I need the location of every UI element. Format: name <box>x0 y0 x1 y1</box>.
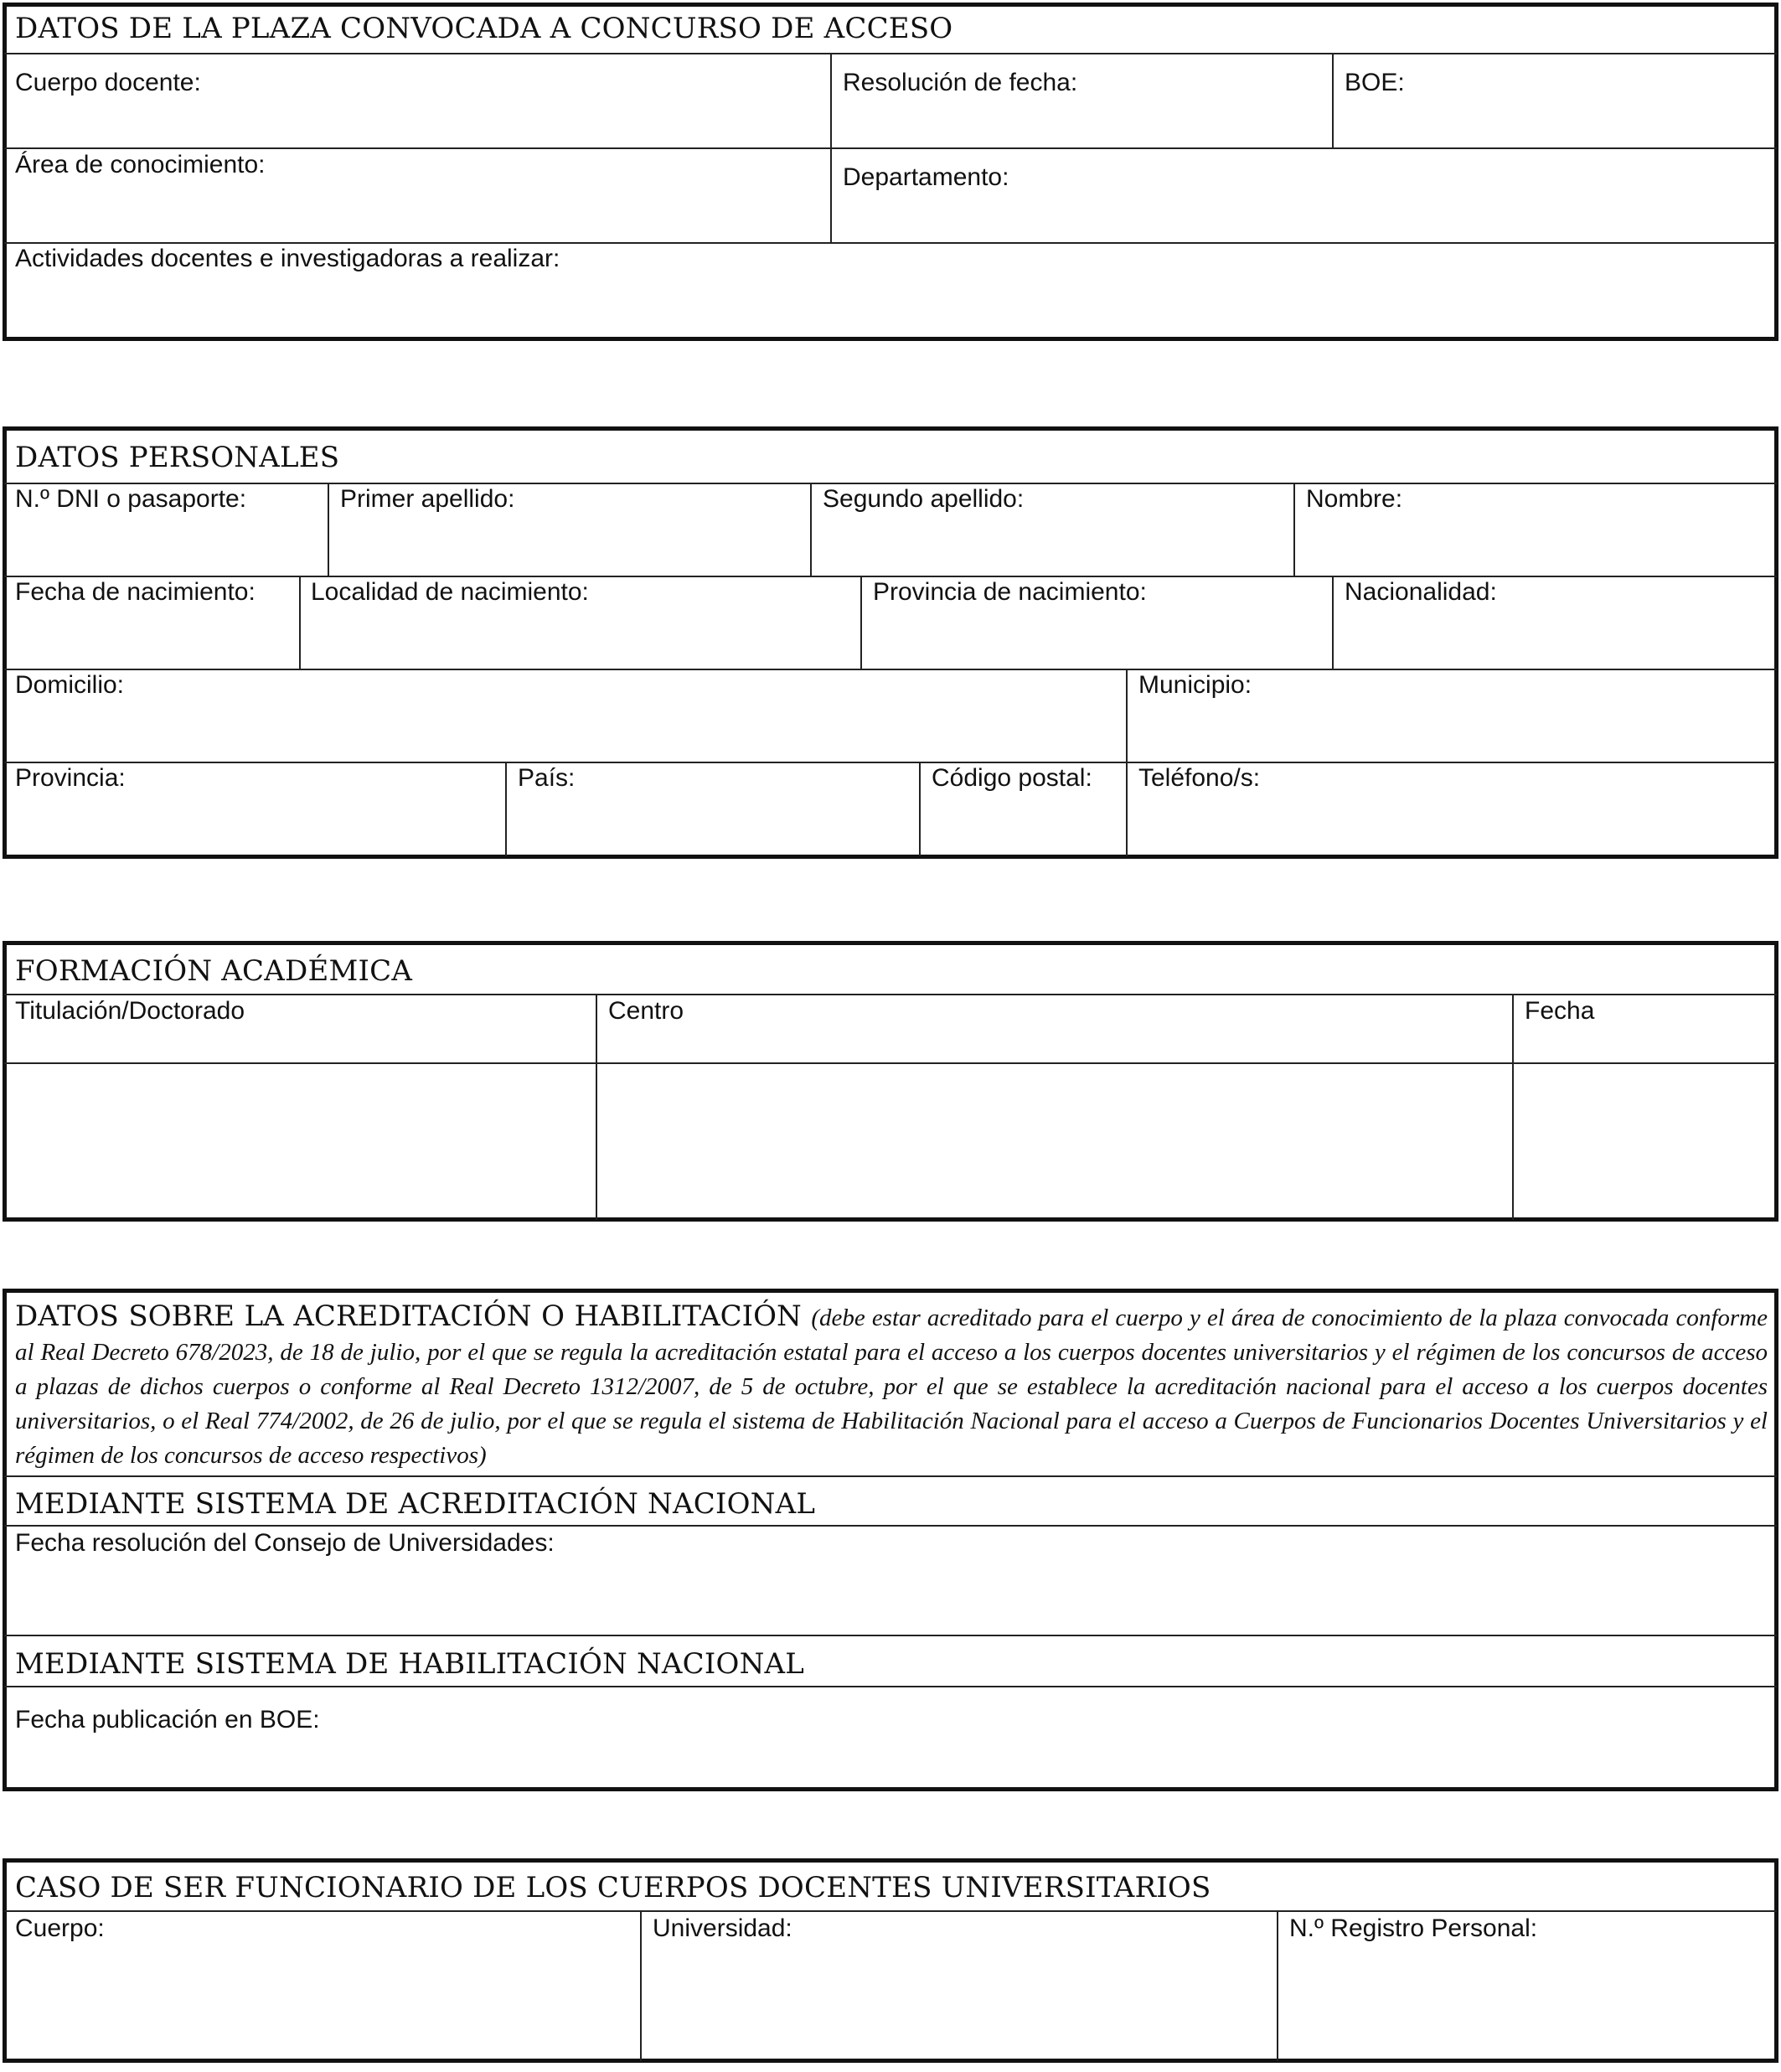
plaza-title: DATOS DE LA PLAZA CONVOCADA A CONCURSO DE ACCESO <box>15 12 953 45</box>
codigo-postal-field[interactable]: Código postal: <box>932 764 1092 792</box>
habilitacion-nacional-title: MEDIANTE SISTEMA DE HABILITACIÓN NACIONAL <box>15 1647 805 1681</box>
personales-title: DATOS PERSONALES <box>15 441 340 474</box>
localidad-nacimiento-field[interactable]: Localidad de nacimiento: <box>311 578 589 606</box>
fecha-column: Fecha <box>1525 997 1595 1025</box>
telefono-field[interactable]: Teléfono/s: <box>1138 764 1261 792</box>
titulacion-column: Titulación/Doctorado <box>15 997 245 1025</box>
provincia-nacimiento-field[interactable]: Provincia de nacimiento: <box>873 578 1147 606</box>
fecha-boe-field[interactable]: Fecha publicación en BOE: <box>15 1706 320 1734</box>
acreditacion-note: (debe estar acreditado para el cuerpo y el área de conocimiento de la plaza convocada conforme al Real Decreto 678/2023, de 18 de julio, por el que se regula la acreditación estatal para el acceso a los cuerpos docentes universitarios y el régimen de los concursos de acceso a plazas de dichos cuerpos o conforme al Real Decreto 1312/2007, de 5 de octubre, por el que se establece la acreditación nacional para el acceso a los cuerpos docentes universitarios, o el Real 774/2002, de 26 de julio, por el que se regula el sistema de Habilitación Nacional para el acceso a Cuerpos de Funcionarios Docentes Universitarios y el régimen de los concursos de acceso respectivos) <box>15 1305 1768 1469</box>
registro-personal-field[interactable]: N.º Registro Personal: <box>1289 1914 1538 1942</box>
pais-field[interactable]: País: <box>518 764 576 792</box>
departamento-field[interactable]: Departamento: <box>843 163 1009 191</box>
primer-apellido-field[interactable]: Primer apellido: <box>340 485 515 513</box>
acreditacion-nacional-title: MEDIANTE SISTEMA DE ACREDITACIÓN NACIONAL <box>15 1487 816 1521</box>
municipio-field[interactable]: Municipio: <box>1138 671 1252 699</box>
cuerpo-docente-field[interactable]: Cuerpo docente: <box>15 69 201 96</box>
actividades-field[interactable]: Actividades docentes e investigadoras a realizar: <box>15 245 560 272</box>
formacion-title: FORMACIÓN ACADÉMICA <box>15 954 413 988</box>
segundo-apellido-field[interactable]: Segundo apellido: <box>823 485 1025 513</box>
nacionalidad-field[interactable]: Nacionalidad: <box>1345 578 1497 606</box>
acreditacion-header <box>15 1300 1768 1472</box>
domicilio-field[interactable]: Domicilio: <box>15 671 125 699</box>
nombre-field[interactable]: Nombre: <box>1306 485 1403 513</box>
resolucion-fecha-field[interactable]: Resolución de fecha: <box>843 69 1078 96</box>
provincia-field[interactable]: Provincia: <box>15 764 126 792</box>
universidad-field[interactable]: Universidad: <box>653 1914 792 1942</box>
boe-field[interactable]: BOE: <box>1345 69 1405 96</box>
fecha-resolucion-field[interactable]: Fecha resolución del Consejo de Universidades: <box>15 1529 555 1557</box>
area-conocimiento-field[interactable]: Área de conocimiento: <box>15 151 266 178</box>
fecha-nacimiento-field[interactable]: Fecha de nacimiento: <box>15 578 256 606</box>
centro-column: Centro <box>608 997 684 1025</box>
cuerpo-field[interactable]: Cuerpo: <box>15 1914 105 1942</box>
dni-field[interactable]: N.º DNI o pasaporte: <box>15 485 247 513</box>
acreditacion-title: DATOS SOBRE LA ACREDITACIÓN O HABILITACIÓN <box>15 1300 802 1333</box>
funcionario-title: CASO DE SER FUNCIONARIO DE LOS CUERPOS DOCENTES UNIVERSITARIOS <box>15 1871 1211 1904</box>
